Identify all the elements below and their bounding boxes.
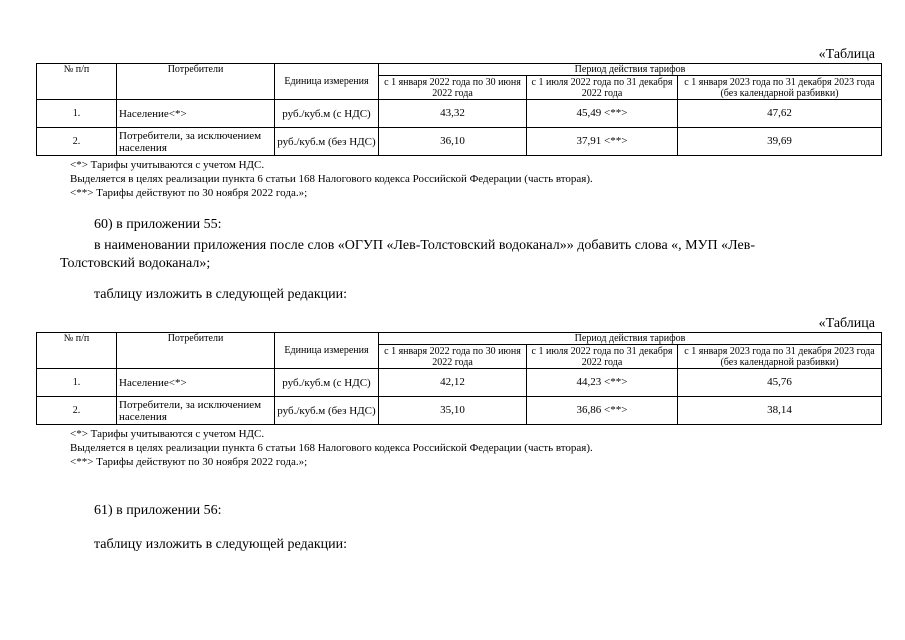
footnote-valid: <**> Тарифы действуют по 30 ноября 2022 года.»; <box>70 187 308 199</box>
header-num: № п/п <box>37 64 117 100</box>
paragraph-60: 60) в приложении 55: <box>94 217 222 232</box>
row-value-2: 45,49 <**> <box>527 100 678 128</box>
row-unit: руб./куб.м (без НДС) <box>275 397 379 425</box>
row-value-3: 45,76 <box>678 369 882 397</box>
header-period-2: с 1 июля 2022 года по 31 декабря 2022 года <box>527 76 678 100</box>
row-consumer: Потребители, за исключением населения <box>117 128 275 156</box>
paragraph-60-text-line2: Толстовский водоканал»; <box>60 256 211 271</box>
footnote-allocated: Выделяется в целях реализации пункта 6 статьи 168 Налогового кодекса Российской Федерации (часть вторая). <box>70 173 593 185</box>
row-consumer: Население<*> <box>117 100 275 128</box>
row-unit: руб./куб.м (с НДС) <box>275 100 379 128</box>
footnote-vat: <*> Тарифы учитываются с учетом НДС. <box>70 159 265 171</box>
table-caption: «Таблица <box>818 316 875 331</box>
row-value-1: 36,10 <box>379 128 527 156</box>
row-value-3: 47,62 <box>678 100 882 128</box>
row-num: 2. <box>37 128 117 156</box>
paragraph-61: 61) в приложении 56: <box>94 503 222 518</box>
header-period-3: с 1 января 2023 года по 31 декабря 2023 года (без календарной разбивки) <box>678 345 882 369</box>
row-consumer: Население<*> <box>117 369 275 397</box>
row-consumer: Потребители, за исключением населения <box>117 397 275 425</box>
row-value-3: 39,69 <box>678 128 882 156</box>
footnote-allocated: Выделяется в целях реализации пункта 6 статьи 168 Налогового кодекса Российской Федерации (часть вторая). <box>70 442 593 454</box>
row-value-1: 35,10 <box>379 397 527 425</box>
row-value-2: 37,91 <**> <box>527 128 678 156</box>
table-row <box>37 100 882 128</box>
header-period: Период действия тарифов <box>379 333 882 345</box>
tariff-table-1 <box>36 63 882 156</box>
header-period-1: с 1 января 2022 года по 30 июня 2022 года <box>379 76 527 100</box>
row-unit: руб./куб.м (с НДС) <box>275 369 379 397</box>
header-consumers: Потребители <box>117 333 275 369</box>
header-period-1: с 1 января 2022 года по 30 июня 2022 года <box>379 345 527 369</box>
row-value-3: 38,14 <box>678 397 882 425</box>
table-row <box>37 397 882 425</box>
header-num: № п/п <box>37 333 117 369</box>
footnote-valid: <**> Тарифы действуют по 30 ноября 2022 года.»; <box>70 456 308 468</box>
header-unit: Единица измерения <box>275 333 379 369</box>
table-caption: «Таблица <box>818 47 875 62</box>
header-unit: Единица измерения <box>275 64 379 100</box>
row-num: 1. <box>37 100 117 128</box>
header-period-2: с 1 июля 2022 года по 31 декабря 2022 года <box>527 345 678 369</box>
row-num: 1. <box>37 369 117 397</box>
row-value-2: 44,23 <**> <box>527 369 678 397</box>
paragraph-table-edit-1: таблицу изложить в следующей редакции: <box>94 287 348 302</box>
footnote-vat: <*> Тарифы учитываются с учетом НДС. <box>70 428 265 440</box>
row-num: 2. <box>37 397 117 425</box>
row-value-2: 36,86 <**> <box>527 397 678 425</box>
row-value-1: 43,32 <box>379 100 527 128</box>
header-consumers: Потребители <box>117 64 275 100</box>
table-row <box>37 128 882 156</box>
tariff-table-2 <box>36 332 882 425</box>
paragraph-60-text-line1: в наименовании приложения после слов «ОГУП «Лев-Толстовский водоканал»» добавить слова «, МУП «Лев- <box>94 238 756 253</box>
row-value-1: 42,12 <box>379 369 527 397</box>
header-period-3: с 1 января 2023 года по 31 декабря 2023 года (без календарной разбивки) <box>678 76 882 100</box>
table-row <box>37 369 882 397</box>
header-period: Период действия тарифов <box>379 64 882 76</box>
row-unit: руб./куб.м (без НДС) <box>275 128 379 156</box>
paragraph-table-edit-2: таблицу изложить в следующей редакции: <box>94 537 348 552</box>
